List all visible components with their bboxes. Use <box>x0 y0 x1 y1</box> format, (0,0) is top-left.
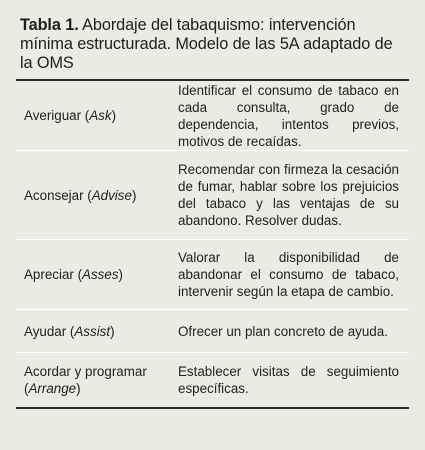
phase-paren: ) <box>76 381 81 396</box>
phase-english-term: Ask <box>89 108 112 123</box>
table-row <box>16 240 409 310</box>
description-cell: Establecer visitas de seguimiento específicas. <box>178 353 409 409</box>
phase-paren: ) <box>118 267 123 282</box>
phase-cell <box>16 151 178 240</box>
phase-cell <box>16 310 178 353</box>
phase-paren: ) <box>110 323 115 339</box>
table-row <box>16 81 409 151</box>
phase-label: Averiguar ( <box>24 108 90 123</box>
five-a-table <box>16 81 409 409</box>
phase-cell <box>16 81 178 151</box>
phase-label: Ayudar ( <box>24 323 75 339</box>
description-cell: Recomendar con firmeza la cesación de fumar, hablar sobre los prejuicios del tabaco y las ventajas de su abandono. Resolver dudas. <box>178 151 409 240</box>
description-cell: Identificar el consumo de tabaco en cada consulta, grado de dependencia, intentos previos, motivos de recaídas. <box>178 81 409 151</box>
table-caption-label: Tabla 1. <box>20 16 79 34</box>
phase-cell <box>16 353 178 409</box>
description-cell: Valorar la disponibilidad de abandonar el consumo de tabaco, intervenir según la etapa de cambio. <box>178 240 409 310</box>
phase-label: Apreciar ( <box>24 267 83 282</box>
table-caption-text: Abordaje del tabaquismo: intervención mínima estructurada. Modelo de las 5A adaptado de la OMS <box>20 16 393 72</box>
table-caption <box>20 16 409 73</box>
phase-english-term: Asses <box>82 267 119 282</box>
phase-paren: ) <box>111 108 117 123</box>
phase-paren: ) <box>131 187 137 203</box>
phase-english-term: Arrange <box>28 381 77 396</box>
table-row <box>16 151 409 240</box>
phase-label: Aconsejar ( <box>24 187 92 203</box>
table-row <box>16 310 409 353</box>
phase-label: Acordar y programar ( <box>24 364 147 396</box>
phase-english-term: Advise <box>91 187 132 203</box>
phase-cell <box>16 240 178 310</box>
description-cell: Ofrecer un plan concreto de ayuda. <box>178 310 409 353</box>
table-row <box>16 353 409 409</box>
phase-english-term: Assist <box>74 323 111 339</box>
